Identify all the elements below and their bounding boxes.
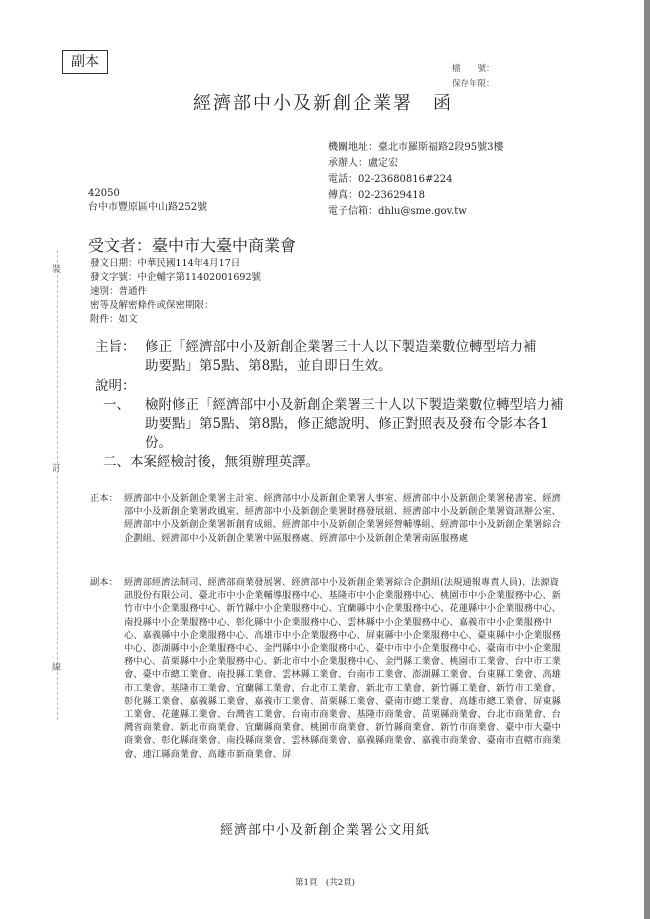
cc-label: 正本： bbox=[90, 493, 118, 504]
bcc-label: 副本： bbox=[90, 577, 118, 588]
security-level: 密等及解密條件或保密期限： bbox=[90, 300, 214, 311]
agency-fax: 傳真：02-23629418 bbox=[328, 190, 426, 201]
agency-email: 電子信箱：dhlu@sme.gov.tw bbox=[328, 206, 467, 217]
binding-mark-bottom: 線 bbox=[52, 663, 62, 673]
item2-text: 二、本案經檢討後，無須辦理英譯。 bbox=[103, 454, 319, 470]
copy-stamp: 副本 bbox=[62, 50, 108, 74]
binding-mark-middle: 訂 bbox=[52, 464, 62, 474]
recipient-zip: 42050 bbox=[88, 188, 120, 199]
recipient-address bbox=[88, 187, 207, 215]
retention-label: 保存年限： bbox=[452, 79, 495, 89]
issue-date: 發文日期：中華民國114年4月17日 bbox=[90, 258, 241, 269]
file-number-label: 檔 號： bbox=[452, 64, 495, 74]
issue-number: 發文字號：中企輔字第11402001692號 bbox=[90, 272, 261, 283]
item1-number: 一、 bbox=[103, 397, 130, 413]
subject-label: 主旨： bbox=[95, 339, 136, 355]
agency-contact: 承辦人：盧定宏 bbox=[328, 158, 398, 169]
scan-edge bbox=[644, 0, 650, 919]
archive-info bbox=[452, 62, 495, 92]
binding-mark-top: 裝 bbox=[52, 265, 62, 275]
description-label: 說明： bbox=[95, 378, 136, 394]
document-title: 經濟部中小及新創企業署 函 bbox=[193, 93, 453, 114]
letterhead-footer: 經濟部中小及新創企業署公文用紙 bbox=[219, 823, 430, 838]
page-number: 第1頁 (共2頁) bbox=[295, 878, 355, 888]
agency-address: 機關地址：臺北市羅斯福路2段95號3樓 bbox=[328, 142, 504, 153]
recipient: 受文者：臺中市大臺中商業會 bbox=[88, 236, 297, 255]
document-meta bbox=[90, 257, 261, 327]
subject-text: 修正「經濟部中小及新創企業署三十人以下製造業數位轉型培力補助要點」第5點、第8點，並自即日生效。 bbox=[145, 339, 537, 374]
speed: 速別：普通件 bbox=[90, 286, 148, 297]
binding-line bbox=[57, 250, 58, 720]
bcc-list: 經濟部經濟法制司、經濟部商業發展署、經濟部中小及新創企業署綜合企劃組(法規通報專責人員)、法源資訊股份有限公司、臺北市中小企業輔導服務中心、基隆市中小企業服務中心、桃園市中小企業服務中心、新竹市中小企業服務中心、新竹縣中小企業服務中心、宜蘭縣中小企業服務中心、花蓮縣中小企業服務中心、南投縣中小企業服務中心、彰化縣中小企業服務中心、雲林縣中小企業服務中心、嘉義市中小企業服務中心、嘉義縣中小企業服務中心、高雄市中小企業服務中心、屏東縣中小企業服務中心、臺東縣中小企業服務中心、澎湖縣中小企業服務中心、金門縣中小企業服務中心、臺中市中小企業服務中心、臺南市中小企業服務中心、苗栗縣中小企業服務中心、新北市中小企業服務中心、金門縣工業會、桃園市工業會、台中市工業會、臺中市總工業會、南投縣工業會、雲林縣工業會、台南市工業會、澎湖縣工業會、台東縣工業會、高雄市工業會、基隆市工業會、宜蘭縣工業會、台北市工業會、新北市工業會、新竹縣工業會、新竹市工業會、彰化縣工業會、嘉義縣工業會、嘉義市工業會、苗栗縣工業會、臺南市總工業會、高雄市總工業會、屏東縣工業會、花蓮縣工業會、台灣省工業會、台南市商業會、基隆市商業會、苗栗縣商業會、台北市商業會、台灣省商業會、新北市商業會、宜蘭縣商業會、桃園市商業會、新竹縣商業會、新竹市商業會、臺中市大臺中商業會、彰化縣商業會、南投縣商業會、雲林縣商業會、嘉義縣商業會、嘉義市商業會、臺南市直轄市商業會、連江縣商業會、高雄市新商業會、屏 bbox=[124, 577, 561, 760]
agency-phone: 電話：02-23680816#224 bbox=[328, 174, 453, 185]
item1-text: 檢附修正「經濟部中小及新創企業署三十人以下製造業數位轉型培力補助要點」第5點、第8點，修正總說明、修正對照表及發布令影本各1份。 bbox=[145, 397, 564, 451]
recipient-street: 台中市豐原區中山路252號 bbox=[88, 202, 208, 213]
attachment: 附件：如文 bbox=[90, 314, 138, 325]
agency-info bbox=[328, 140, 503, 220]
cc-list: 經濟部中小及新創企業署主計室、經濟部中小及新創企業署人事室、經濟部中小及新創企業署秘書室、經濟部中小及新創企業署政風室、經濟部中小及新創企業署財務發展組、經濟部中小及新創企業署資訊辦公室、經濟部中小及新創企業署新創育成組、經濟部中小及新創企業署經營輔導組、經濟部中小及新創企業署綜合企劃組、經濟部中小及新創企業署中區服務處、經濟部中小及新創企業署南區服務處 bbox=[124, 493, 561, 544]
